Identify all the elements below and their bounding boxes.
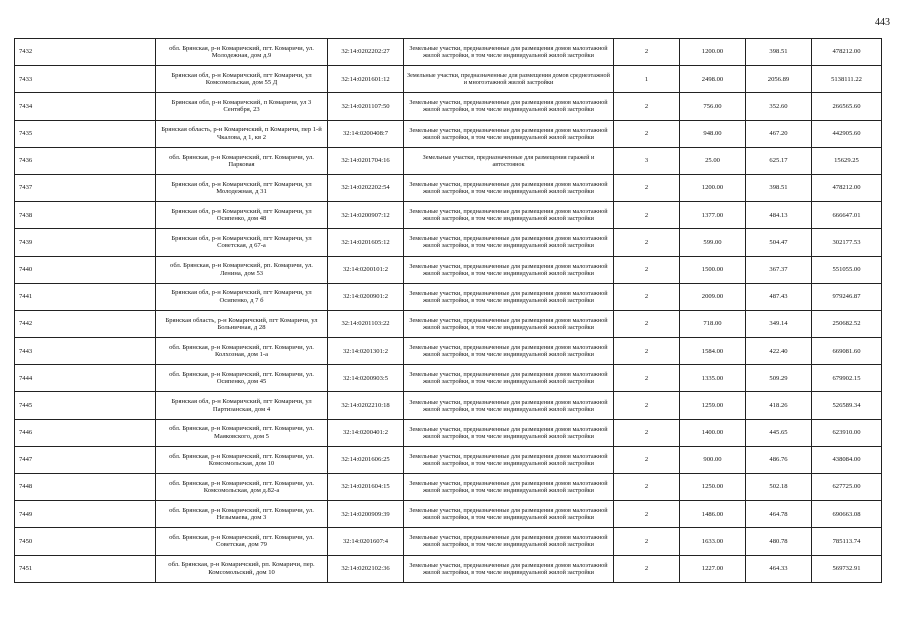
cadastral-number-cell: 32:14:0202210:18 [328,392,404,419]
table-row [15,229,882,256]
area-cell: 599.00 [680,229,746,256]
address-cell: обл. Брянская, р-н Комаричский, пгт. Комаричи, ул. Молодежная, дом д.9 [156,39,328,66]
table-row [15,310,882,337]
cadastral-number-cell: 32:14:0201107:50 [328,93,404,120]
cadastral-value-cell: 679902.15 [812,365,882,392]
group-cell: 3 [614,147,680,174]
specific-value-cell: 625.17 [746,147,812,174]
address-cell: обл. Брянская, р-н Комаричский, пгт. Комаричи, ул. Советская, дом 79 [156,528,328,555]
specific-value-cell: 509.29 [746,365,812,392]
area-cell: 1500.00 [680,256,746,283]
address-cell: Брянская обл, р-н Комаричский, пгт Комаричи, ул Комсомольская, дом 55 Д [156,66,328,93]
land-use-cell: Земельные участки, предназначенные для размещения домов малоэтажной жилой застройки, в том числе индивидуальной жилой застройки [404,174,614,201]
group-cell: 2 [614,202,680,229]
row-number: 7446 [15,419,156,446]
group-cell: 2 [614,419,680,446]
cadastral-number-cell: 32:14:0200408:7 [328,120,404,147]
specific-value-cell: 367.37 [746,256,812,283]
row-number: 7438 [15,202,156,229]
table-row [15,202,882,229]
row-number: 7434 [15,93,156,120]
land-use-cell: Земельные участки, предназначенные для размещения домов малоэтажной жилой застройки, в том числе индивидуальной жилой застройки [404,474,614,501]
cadastral-number-cell: 32:14:0201607:4 [328,528,404,555]
land-use-cell: Земельные участки, предназначенные для размещения домов малоэтажной жилой застройки, в том числе индивидуальной жилой застройки [404,229,614,256]
group-cell: 2 [614,283,680,310]
specific-value-cell: 418.26 [746,392,812,419]
address-cell: Брянская обл, р-н Комаричский, пгт Комаричи, ул Осипенко, д 7 б [156,283,328,310]
specific-value-cell: 486.76 [746,446,812,473]
table-row [15,446,882,473]
table-row [15,39,882,66]
group-cell: 2 [614,229,680,256]
area-cell: 1200.00 [680,174,746,201]
address-cell: обл. Брянская, р-н Комаричский, пгт. Комаричи, ул. Осипенко, дом 45 [156,365,328,392]
address-cell: обл. Брянская, р-н Комаричский, рп. Комаричи, пер. Комсомольский, дом 10 [156,555,328,582]
cadastral-value-cell: 478212.00 [812,39,882,66]
cadastral-number-cell: 32:14:0201605:12 [328,229,404,256]
cadastral-value-cell: 623910.00 [812,419,882,446]
table-row [15,338,882,365]
land-use-cell: Земельные участки, предназначенные для размещения домов малоэтажной жилой застройки, в том числе индивидуальной жилой застройки [404,283,614,310]
row-number: 7435 [15,120,156,147]
area-cell: 25.00 [680,147,746,174]
address-cell: обл. Брянская, р-н Комаричский, пгт. Комаричи, ул. Маяковского, дом 5 [156,419,328,446]
cadastral-value-cell: 666647.01 [812,202,882,229]
land-use-cell: Земельные участки, предназначенные для размещения домов малоэтажной жилой застройки, в том числе индивидуальной жилой застройки [404,446,614,473]
specific-value-cell: 484.13 [746,202,812,229]
land-use-cell: Земельные участки, предназначенные для размещения домов малоэтажной жилой застройки, в том числе индивидуальной жилой застройки [404,120,614,147]
group-cell: 2 [614,501,680,528]
group-cell: 2 [614,256,680,283]
group-cell: 2 [614,528,680,555]
land-use-cell: Земельные участки, предназначенные для размещения домов малоэтажной жилой застройки, в том числе индивидуальной жилой застройки [404,501,614,528]
cadastral-number-cell: 32:14:0202202:27 [328,39,404,66]
cadastral-number-cell: 32:14:0201604:15 [328,474,404,501]
address-cell: Брянская обл, р-н Комаричский, пгт Комаричи, ул Молодежная, д 31 [156,174,328,201]
specific-value-cell: 504.47 [746,229,812,256]
row-number: 7447 [15,446,156,473]
specific-value-cell: 398.51 [746,174,812,201]
address-cell: обл. Брянская, р-н Комаричский, пгт. Комаричи, ул. Колхозная, дом 1-а [156,338,328,365]
cadastral-number-cell: 32:14:0200401:2 [328,419,404,446]
area-cell: 1486.00 [680,501,746,528]
land-use-cell: Земельные участки, предназначенные для размещения домов малоэтажной жилой застройки, в том числе индивидуальной жилой застройки [404,338,614,365]
land-use-cell: Земельные участки, предназначенные для размещения домов малоэтажной жилой застройки, в том числе индивидуальной жилой застройки [404,202,614,229]
address-cell: обл. Брянская, р-н Комаричский, пгт. Комаричи, ул. Комсомольская, дом д.82-а [156,474,328,501]
cadastral-number-cell: 32:14:0200901:2 [328,283,404,310]
group-cell: 2 [614,338,680,365]
area-cell: 1400.00 [680,419,746,446]
cadastral-value-cell: 438084.00 [812,446,882,473]
land-use-cell: Земельные участки, предназначенные для размещения домов малоэтажной жилой застройки, в том числе индивидуальной жилой застройки [404,528,614,555]
specific-value-cell: 398.51 [746,39,812,66]
specific-value-cell: 467.20 [746,120,812,147]
group-cell: 1 [614,66,680,93]
group-cell: 2 [614,555,680,582]
group-cell: 2 [614,365,680,392]
table-row [15,555,882,582]
cadastral-value-cell: 690663.08 [812,501,882,528]
area-cell: 1584.00 [680,338,746,365]
cadastral-value-cell: 266565.60 [812,93,882,120]
land-use-cell: Земельные участки, предназначенные для размещения домов малоэтажной жилой застройки, в том числе индивидуальной жилой застройки [404,392,614,419]
row-number: 7436 [15,147,156,174]
row-number: 7443 [15,338,156,365]
cadastral-value-cell: 669081.60 [812,338,882,365]
group-cell: 2 [614,310,680,337]
row-number: 7442 [15,310,156,337]
table-row [15,174,882,201]
land-use-cell: Земельные участки, предназначенные для размещения гаражей и автостоянок [404,147,614,174]
group-cell: 2 [614,120,680,147]
area-cell: 1377.00 [680,202,746,229]
cadastral-value-cell: 785113.74 [812,528,882,555]
address-cell: Брянская обл, р-н Комаричский, пгт Комаричи, ул Партизанская, дом 4 [156,392,328,419]
cadastral-value-cell: 979246.87 [812,283,882,310]
table-row [15,66,882,93]
cadastral-value-cell: 569732.91 [812,555,882,582]
row-number: 7441 [15,283,156,310]
group-cell: 2 [614,446,680,473]
cadastral-number-cell: 32:14:0200909:39 [328,501,404,528]
table-row [15,120,882,147]
address-cell: Брянская область, р-н Комаричский, п Комаричи, пер 1-й Чкалова, д 1, кв 2 [156,120,328,147]
group-cell: 2 [614,93,680,120]
address-cell: Брянская обл, р-н Комаричский, пгт Комаричи, ул Советская, д 67-а [156,229,328,256]
specific-value-cell: 502.18 [746,474,812,501]
area-cell: 1250.00 [680,474,746,501]
specific-value-cell: 352.60 [746,93,812,120]
row-number: 7450 [15,528,156,555]
specific-value-cell: 487.43 [746,283,812,310]
land-use-cell: Земельные участки, предназначенные для размещения домов малоэтажной жилой застройки, в том числе индивидуальной жилой застройки [404,93,614,120]
row-number: 7440 [15,256,156,283]
address-cell: Брянская обл, р-н Комаричский, пгт Комаричи, ул Осипенко, дом 48 [156,202,328,229]
row-number: 7451 [15,555,156,582]
cadastral-number-cell: 32:14:0200907:12 [328,202,404,229]
row-number: 7449 [15,501,156,528]
table-row [15,419,882,446]
address-cell: обл. Брянская, р-н Комаричский, пгт. Комаричи, ул. Комсомольская, дом 10 [156,446,328,473]
cadastral-number-cell: 32:14:0202102:36 [328,555,404,582]
cadastral-value-cell: 551055.00 [812,256,882,283]
specific-value-cell: 349.14 [746,310,812,337]
land-use-cell: Земельные участки, предназначенные для размещения домов малоэтажной жилой застройки, в том числе индивидуальной жилой застройки [404,256,614,283]
area-cell: 1200.00 [680,39,746,66]
area-cell: 1259.00 [680,392,746,419]
table-row [15,501,882,528]
group-cell: 2 [614,474,680,501]
cadastral-number-cell: 32:14:0201301:2 [328,338,404,365]
group-cell: 2 [614,392,680,419]
table-row [15,147,882,174]
specific-value-cell: 480.78 [746,528,812,555]
group-cell: 2 [614,174,680,201]
area-cell: 1227.00 [680,555,746,582]
cadastral-number-cell: 32:14:0200101:2 [328,256,404,283]
table-row [15,283,882,310]
row-number: 7444 [15,365,156,392]
area-cell: 2498.00 [680,66,746,93]
specific-value-cell: 422.40 [746,338,812,365]
specific-value-cell: 464.33 [746,555,812,582]
row-number: 7439 [15,229,156,256]
cadastral-number-cell: 32:14:0201601:12 [328,66,404,93]
cadastral-number-cell: 32:14:0201103:22 [328,310,404,337]
cadastral-number-cell: 32:14:0202202:54 [328,174,404,201]
row-number: 7445 [15,392,156,419]
address-cell: Брянская область, р-н Комаричский, пгт Комаричи, ул Больничная, д 28 [156,310,328,337]
specific-value-cell: 2056.89 [746,66,812,93]
address-cell: Брянская обл, р-н Комаричский, п Комаричи, ул 3 Сентября, 23 [156,93,328,120]
cadastral-value-cell: 302177.53 [812,229,882,256]
land-use-cell: Земельные участки, предназначенные для размещения домов малоэтажной жилой застройки, в том числе индивидуальной жилой застройки [404,39,614,66]
cadastral-value-table [14,38,882,583]
cadastral-value-cell: 627725.00 [812,474,882,501]
row-number: 7437 [15,174,156,201]
cadastral-value-cell: 250682.52 [812,310,882,337]
area-cell: 1335.00 [680,365,746,392]
row-number: 7433 [15,66,156,93]
specific-value-cell: 445.65 [746,419,812,446]
address-cell: обл. Брянская, р-н Комаричский, пгт. Комаричи, ул. Незымаева, дом 3 [156,501,328,528]
cadastral-value-cell: 526589.34 [812,392,882,419]
cadastral-number-cell: 32:14:0201704:16 [328,147,404,174]
land-use-cell: Земельные участки, предназначенные для размещения домов малоэтажной жилой застройки, в том числе индивидуальной жилой застройки [404,419,614,446]
land-use-cell: Земельные участки, предназначенные для размещения домов малоэтажной жилой застройки, в том числе индивидуальной жилой застройки [404,555,614,582]
page-number: 443 [875,17,890,28]
address-cell: обл. Брянская, р-н Комаричский, рп. Комаричи, ул. Ленина, дом 53 [156,256,328,283]
land-use-cell: Земельные участки, предназначенные для размещения домов малоэтажной жилой застройки, в том числе индивидуальной жилой застройки [404,365,614,392]
area-cell: 1633.00 [680,528,746,555]
cadastral-number-cell: 32:14:0201606:25 [328,446,404,473]
table-row [15,256,882,283]
cadastral-value-cell: 478212.00 [812,174,882,201]
cadastral-value-cell: 15629.25 [812,147,882,174]
table-row [15,474,882,501]
table-row [15,528,882,555]
area-cell: 2009.00 [680,283,746,310]
land-use-cell: Земельные участки, предназначенные для размещения домов среднеэтажной и многоэтажной жилой застройки [404,66,614,93]
table-row [15,93,882,120]
table-row [15,392,882,419]
area-cell: 900.00 [680,446,746,473]
group-cell: 2 [614,39,680,66]
cadastral-number-cell: 32:14:0200903:5 [328,365,404,392]
area-cell: 948.00 [680,120,746,147]
address-cell: обл. Брянская, р-н Комаричский, пгт. Комаричи, ул. Парковая [156,147,328,174]
row-number: 7432 [15,39,156,66]
area-cell: 718.00 [680,310,746,337]
area-cell: 756.00 [680,93,746,120]
land-use-cell: Земельные участки, предназначенные для размещения домов малоэтажной жилой застройки, в том числе индивидуальной жилой застройки [404,310,614,337]
row-number: 7448 [15,474,156,501]
cadastral-value-cell: 5138111.22 [812,66,882,93]
cadastral-value-cell: 442905.60 [812,120,882,147]
specific-value-cell: 464.78 [746,501,812,528]
table-row [15,365,882,392]
